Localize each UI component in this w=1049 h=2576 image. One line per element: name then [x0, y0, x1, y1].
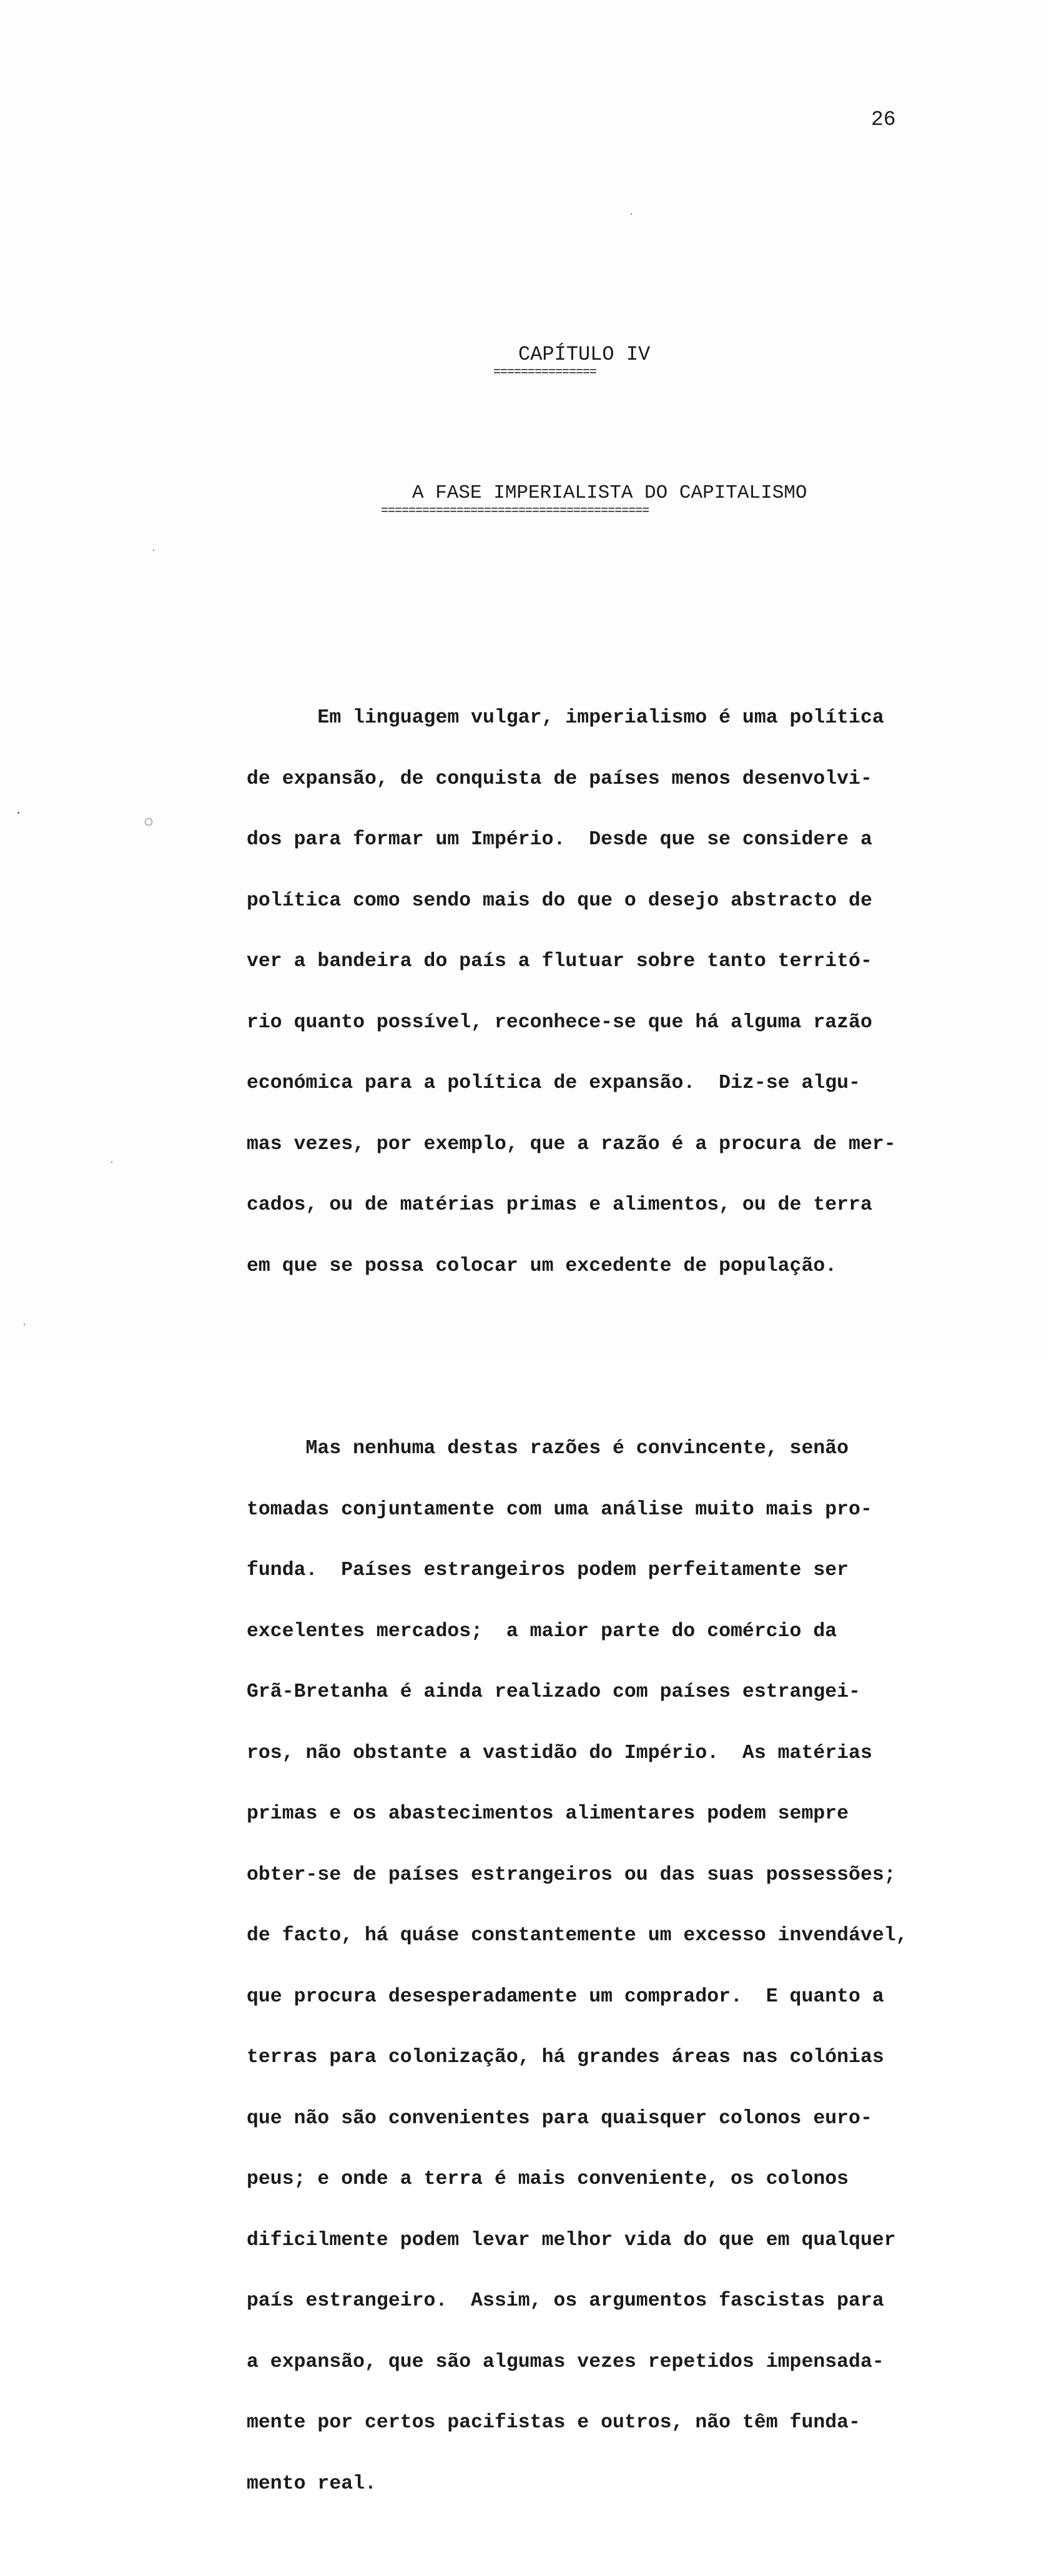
text-line: Grã-Bretanha é ainda realizado com países estrangei- [247, 1681, 860, 1703]
text-line: cados, ou de matérias primas e alimentos, ou de terra [247, 1194, 872, 1216]
scan-speck [24, 1324, 25, 1325]
scan-speck [17, 812, 19, 814]
text-line: dificilmente podem levar melhor vida do que em qualquer [247, 2229, 896, 2251]
text-line: que procura desesperadamente um comprador. E quanto a [247, 1985, 884, 2008]
text-line: terras para colonização, há grandes áreas nas colónias [247, 2046, 884, 2068]
text-line: em que se possa colocar um excedente de população. [247, 1255, 837, 1277]
scan-speck [631, 214, 632, 215]
text-line: Em linguagem vulgar, imperialismo é uma política [247, 707, 884, 729]
scan-speck [153, 550, 154, 551]
text-line: obter-se de países estrangeiros ou das suas possessões; [247, 1863, 896, 1886]
text-line: mas vezes, por exemplo, que a razão é a procura de mer- [247, 1133, 896, 1155]
section-title: A FASE IMPERIALISTA DO CAPITALISMO [412, 482, 807, 504]
text-line: mento real. [247, 2472, 377, 2495]
text-line: primas e os abastecimentos alimentares podem sempre [247, 1803, 849, 1825]
scan-artifact-ring [145, 818, 152, 826]
page-number: 26 [871, 108, 896, 131]
body-text [247, 627, 983, 2575]
text-line: peus; e onde a terra é mais conveniente, os colonos [247, 2168, 849, 2190]
text-line: que não são convenientes para quaisquer colonos euro- [247, 2107, 872, 2129]
text-line: rio quanto possível, reconhece-se que há alguma razão [247, 1011, 872, 1034]
chapter-underline: =============== [493, 367, 597, 378]
text-line: política como sendo mais do que o desejo abstracto de [247, 889, 872, 912]
chapter-title: CAPÍTULO IV [518, 343, 651, 366]
text-line: económica para a política de expansão. Diz-se algu- [247, 1072, 860, 1094]
text-line: excelentes mercados; a maior parte do comércio da [247, 1620, 837, 1642]
text-line: Mas nenhuma destas razões é convincente, senão [247, 1438, 849, 1459]
text-line: funda. Países estrangeiros podem perfeitamente ser [247, 1559, 849, 1581]
text-line: de facto, há quáse constantemente um excesso invendável, [247, 1925, 908, 1947]
text-line: mente por certos pacifistas e outros, não têm funda- [247, 2412, 860, 2434]
text-line: ros, não obstante a vastidão do Império. As matérias [247, 1742, 872, 1764]
text-line: tomadas conjuntamente com uma análise muito mais pro- [247, 1498, 872, 1521]
section-underline: ======================================= [381, 506, 649, 517]
text-line: a expansão, que são algumas vezes repetidos impensada- [247, 2351, 884, 2373]
paragraph-2 [247, 1398, 983, 2535]
section-heading [381, 481, 880, 517]
paragraph-1 [247, 668, 983, 1317]
text-line: país estrangeiro. Assim, os argumentos fascistas para [247, 2290, 884, 2312]
scan-speck [111, 1162, 112, 1163]
text-line: ver a bandeira do país a flutuar sobre tanto territó- [247, 950, 872, 972]
text-line: de expansão, de conquista de países menos desenvolvi- [247, 767, 872, 790]
text-line: dos para formar um Império. Desde que se considere a [247, 829, 872, 851]
chapter-heading [493, 342, 687, 378]
